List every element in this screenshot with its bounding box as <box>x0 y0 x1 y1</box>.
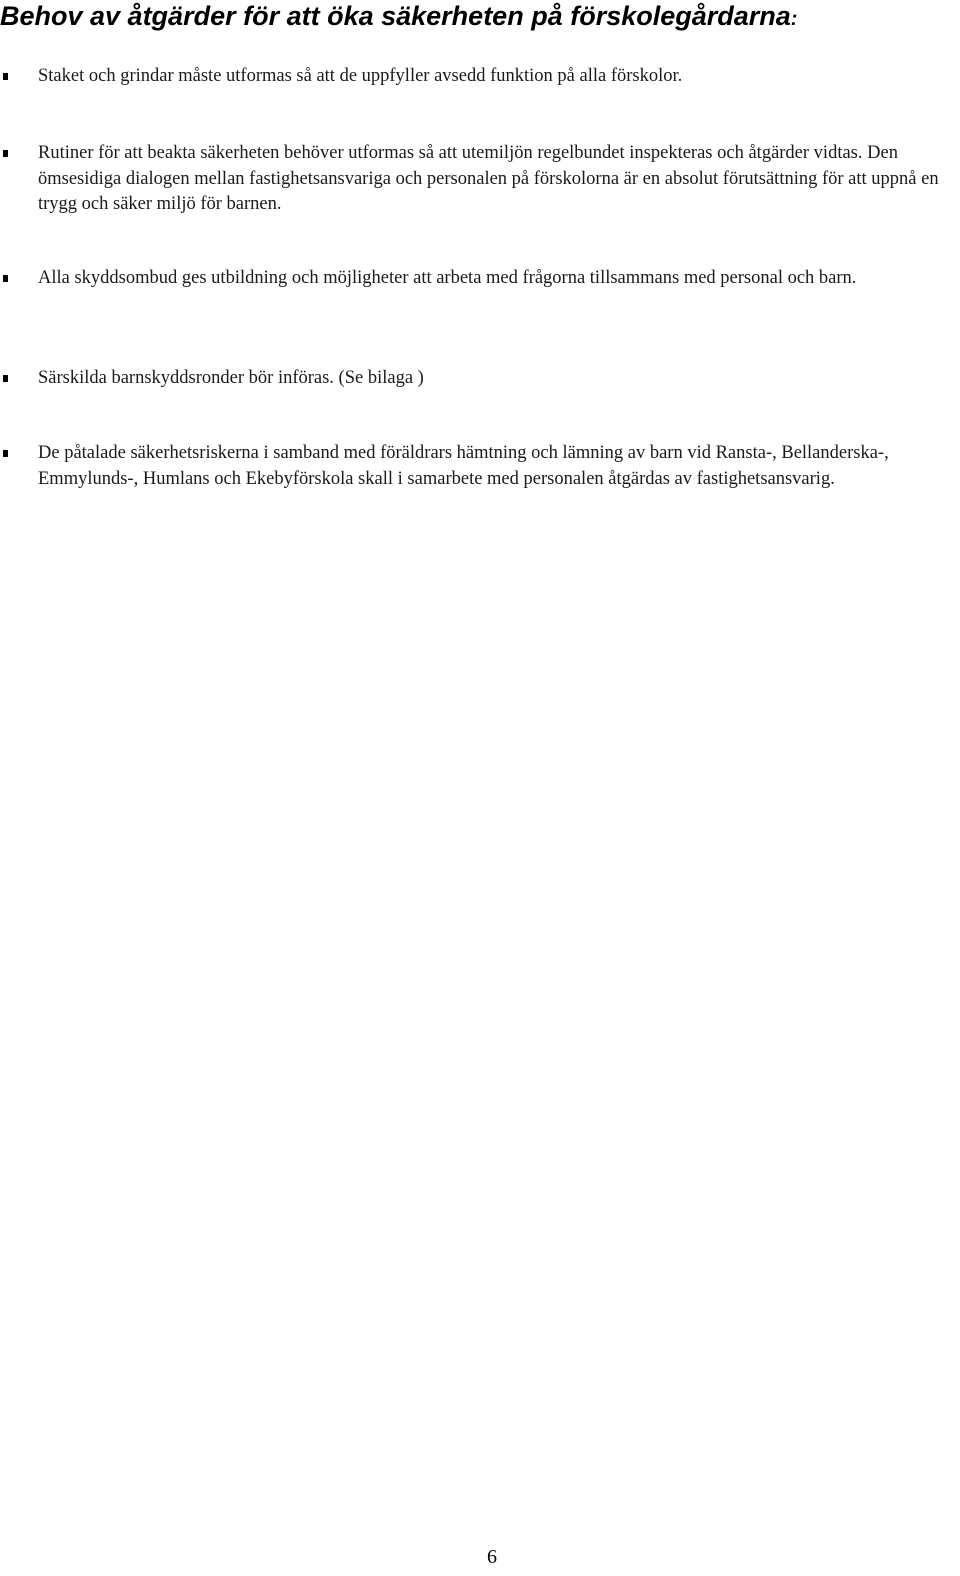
square-bullet-icon <box>3 375 8 382</box>
heading-colon: : <box>790 8 798 30</box>
page-number: 6 <box>487 1546 497 1568</box>
list-item-text: Staket och grindar måste utformas så att de uppfyller avsedd funktion på alla förskolor. <box>38 66 683 86</box>
square-bullet-icon <box>3 73 8 80</box>
square-bullet-icon <box>3 450 8 457</box>
list-item-text: Alla skyddsombud ges utbildning och möjligheter att arbeta med frågorna tillsammans med personal och barn. <box>38 268 857 288</box>
list-item-text: De påtalade säkerhetsriskerna i samband med föräldrars hämtning och lämning av barn vid Ransta-, Bellanderska-, Emmylunds-, Humlans och Ekebyförskola skall i samarbete med personalen åtgärdas av fastighetsansvarig. <box>38 443 889 489</box>
page-heading <box>0 0 960 35</box>
square-bullet-icon <box>3 275 8 282</box>
list-item-text: Särskilda barnskyddsronder bör införas. (Se bilaga ) <box>38 368 424 388</box>
heading-title: Behov av åtgärder för att öka säkerheten på förskolegårdarna <box>0 1 791 31</box>
square-bullet-icon <box>3 150 8 157</box>
list-item-text: Rutiner för att beakta säkerheten behöver utformas så att utemiljön regelbundet inspekteras och åtgärder vidtas. Den ömsesidiga dialogen mellan fastighetsansvariga och personalen på förskolorna är en absolut förutsättning för att uppnå en trygg och säker miljö för barnen. <box>38 143 939 214</box>
